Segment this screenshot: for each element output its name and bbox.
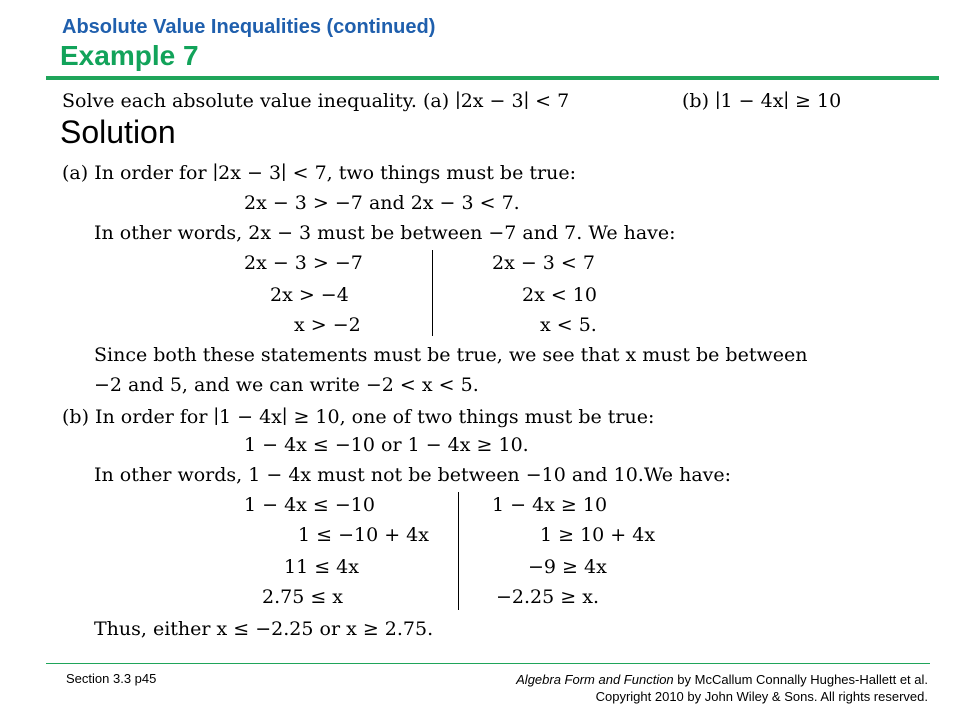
part-a-left-step-2: 2x > −4 <box>270 284 349 306</box>
part-b-right-step-3: −9 ≥ 4x <box>528 556 607 578</box>
part-a-left-step-1: 2x − 3 > −7 <box>244 252 363 274</box>
footer-copyright: Copyright 2010 by John Wiley & Sons. All rights reserved. <box>595 689 928 704</box>
header-divider <box>46 76 939 80</box>
part-b-left-step-2: 1 ≤ −10 + 4x <box>298 524 429 546</box>
part-a-conclusion-1: Since both these statements must be true, we see that x must be between <box>94 344 808 366</box>
part-a-right-step-1: 2x − 3 < 7 <box>492 252 595 274</box>
part-a-condition: 2x − 3 > −7 and 2x − 3 < 7. <box>244 192 520 214</box>
footer-section: Section 3.3 p45 <box>66 671 157 686</box>
part-a-right-step-2: 2x < 10 <box>522 284 597 306</box>
footer-book-title: Algebra Form and Function <box>516 672 674 687</box>
part-b-left-step-1: 1 − 4x ≤ −10 <box>244 494 375 516</box>
part-b-left-step-4: 2.75 ≤ x <box>262 586 344 608</box>
part-b-other-words: In other words, 1 − 4x must not be between −10 and 10.We have: <box>94 464 732 486</box>
part-b-intro: (b) In order for ∣1 − 4x∣ ≥ 10, one of two things must be true: <box>62 406 655 428</box>
part-a-left-step-3: x > −2 <box>294 314 361 336</box>
solution-heading: Solution <box>60 114 176 150</box>
footer-authors: by McCallum Connally Hughes-Hallett et al. <box>673 672 928 687</box>
part-a-right-step-3: x < 5. <box>540 314 597 336</box>
slide-title: Example 7 <box>60 40 199 71</box>
part-a-column-divider <box>432 250 433 336</box>
part-b-right-step-2: 1 ≥ 10 + 4x <box>540 524 656 546</box>
part-b-left-step-3: 11 ≤ 4x <box>284 556 359 578</box>
footer-book-line <box>516 671 928 688</box>
part-b-conclusion: Thus, either x ≤ −2.25 or x ≥ 2.75. <box>94 618 434 640</box>
part-a-other-words: In other words, 2x − 3 must be between −7 and 7. We have: <box>94 222 676 244</box>
part-a-intro: (a) In order for ∣2x − 3∣ < 7, two things must be true: <box>62 162 576 184</box>
part-b-column-divider <box>458 492 459 610</box>
slide-subtitle: Absolute Value Inequalities (continued) <box>62 16 436 38</box>
part-b-right-step-4: −2.25 ≥ x. <box>496 586 599 608</box>
part-b-condition: 1 − 4x ≤ −10 or 1 − 4x ≥ 10. <box>244 434 529 456</box>
footer-citation <box>516 671 928 705</box>
footer-divider <box>46 663 930 664</box>
problem-statement-a: Solve each absolute value inequality. (a) ∣2x − 3∣ < 7 <box>62 90 570 112</box>
problem-statement-b: (b) ∣1 − 4x∣ ≥ 10 <box>682 90 842 112</box>
part-a-conclusion-2: −2 and 5, and we can write −2 < x < 5. <box>94 374 479 396</box>
part-b-right-step-1: 1 − 4x ≥ 10 <box>492 494 608 516</box>
